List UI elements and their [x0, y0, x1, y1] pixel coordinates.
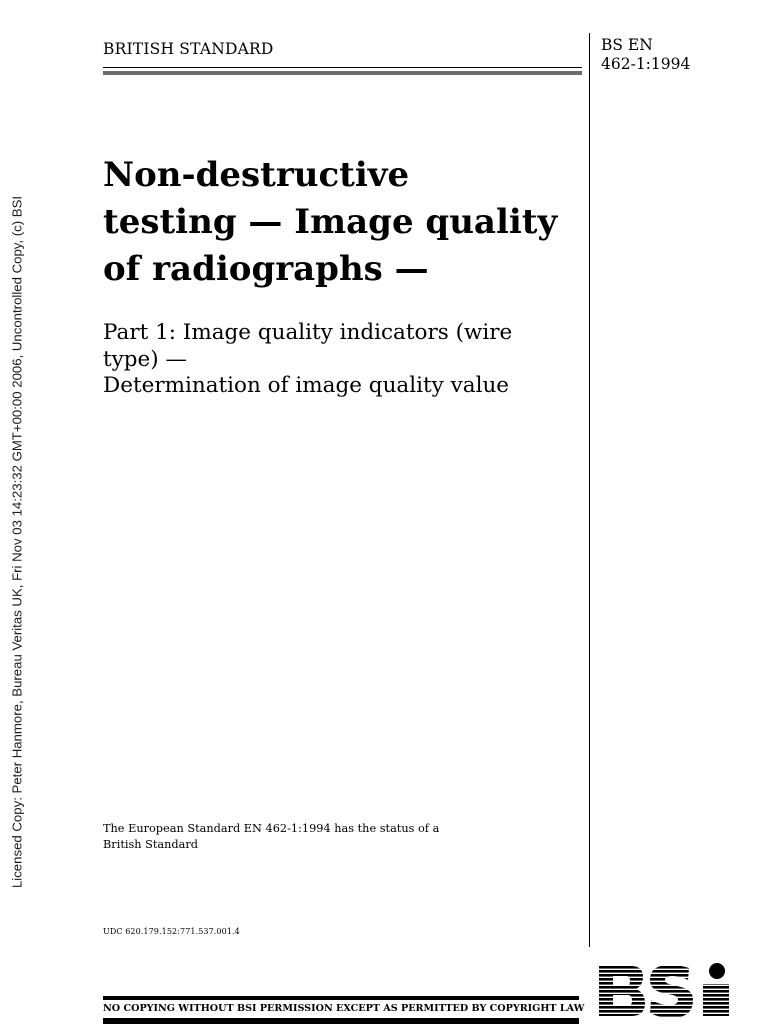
subtitle-line-1: Part 1: Image quality indicators (wire [103, 320, 513, 345]
document-title [103, 152, 583, 293]
vertical-divider [589, 33, 590, 947]
status-note-line-2: British Standard [103, 837, 199, 851]
document-subtitle [103, 320, 578, 400]
status-note-line-1: The European Standard EN 462-1:1994 has the status of a [103, 822, 440, 835]
license-watermark: Licensed Copy: Peter Hanmore, Bureau Veritas UK, Fri Nov 03 14:23:32 GMT+00:00 2006, Uncontrolled Copy, (c) BSI [9, 195, 25, 889]
copy-notice: NO COPYING WITHOUT BSI PERMISSION EXCEPT AS PERMITTED BY COPYRIGHT LAW [103, 1003, 585, 1014]
title-line-2: testing — Image quality [103, 202, 558, 242]
header-label: BRITISH STANDARD [103, 40, 274, 58]
status-note [103, 821, 483, 852]
title-line-1: Non-destructive [103, 155, 410, 195]
udc-code: UDC 620.179.152:771.537.001.4 [103, 927, 240, 936]
header-rule-grey [103, 71, 582, 75]
bsi-logo-icon [597, 962, 733, 1020]
header-rule [103, 67, 582, 68]
standard-number [601, 36, 690, 74]
footer-bar-bottom [103, 1018, 579, 1024]
title-line-3: of radiographs — [103, 249, 429, 289]
standard-number-line1: BS EN [601, 36, 653, 54]
footer-bar-top [103, 996, 579, 1000]
standard-number-line2: 462-1:1994 [601, 55, 691, 73]
subtitle-line-3: Determination of image quality value [103, 373, 510, 398]
subtitle-line-2: type) — [103, 346, 187, 372]
